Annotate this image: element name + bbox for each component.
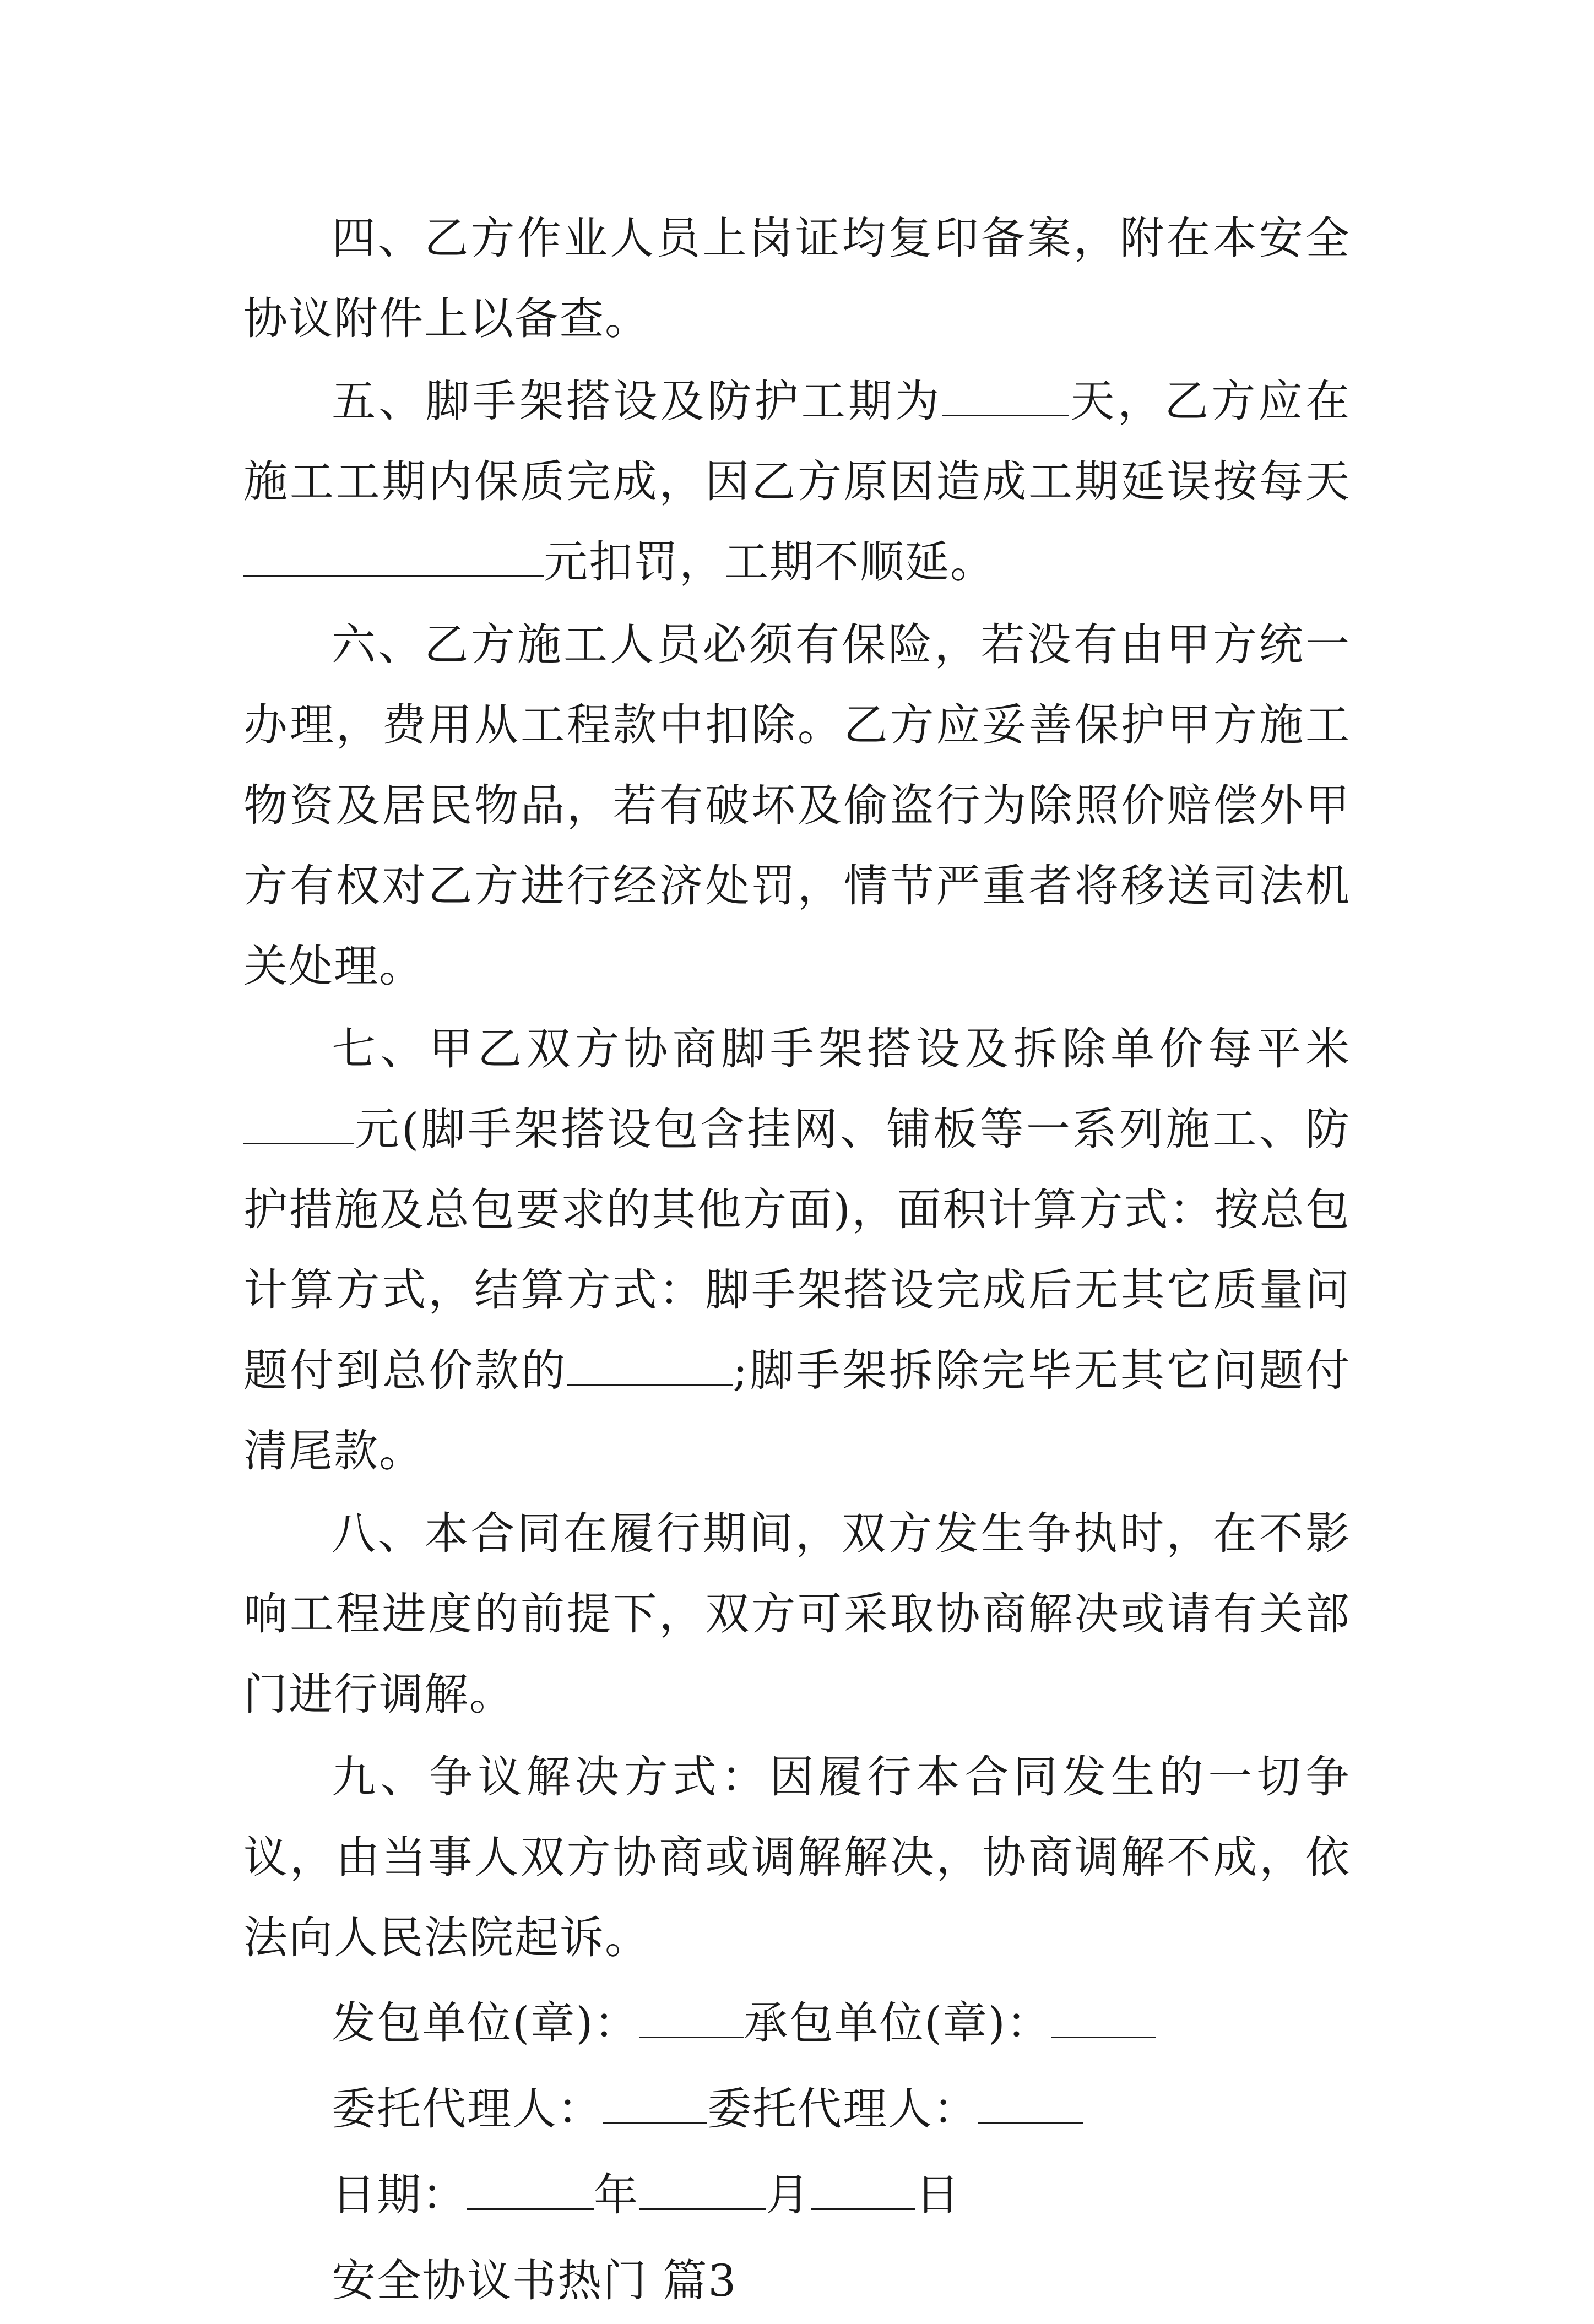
clause-4-text: 四、乙方作业人员上岗证均复印备案，附在本安全协议附件上以备查。: [243, 213, 1351, 344]
day-blank: [811, 2168, 915, 2210]
clause-6: [243, 605, 1351, 1007]
clause-8: [243, 1494, 1351, 1735]
signature-line-date: [332, 2152, 1351, 2238]
agent-blank-2: [978, 2082, 1083, 2124]
next-section-heading-text: 安全协议书热门 篇3: [332, 2255, 738, 2306]
clause-7-text-1: 七、甲乙双方协商脚手架搭设及拆除单价每平米: [332, 1023, 1351, 1074]
subcontractor-blank: [1051, 1996, 1156, 2038]
clause-7-text-2: 元(脚手架搭设包含挂网、铺板等一系列施工、防护措施及总包要求的其他方面)，面积计算方式：按总包计算方式，结算方式：脚手架搭设完成后无其它质量问题付到总价款的: [243, 1104, 1351, 1396]
blank-unit-price: [243, 1102, 354, 1144]
blank-duration-days: [942, 374, 1069, 416]
month-label: 月: [766, 2169, 811, 2220]
clause-5: [243, 361, 1351, 602]
clause-7-text-3: ;脚手架拆除完毕无其它问题付清尾款。: [243, 1345, 1351, 1476]
clause-9: [243, 1737, 1351, 1978]
clause-4: [243, 198, 1351, 359]
clause-6-text: 六、乙方施工人员必须有保险，若没有由甲方统一办理，费用从工程款中扣除。乙方应妥善保护甲方施工物资及居民物品，若有破坏及偷盗行为除照价赔偿外甲方有权对乙方进行经济处罚，情节严重者将移送司法机关处理。: [243, 619, 1351, 992]
date-label: 日期：: [332, 2169, 467, 2220]
year-blank: [467, 2168, 594, 2210]
clause-8-text: 八、本合同在履行期间，双方发生争执时，在不影响工程进度的前提下，双方可采取协商解决或请有关部门进行调解。: [243, 1508, 1351, 1720]
clause-5-text-1: 五、脚手架搭设及防护工期为: [332, 376, 942, 427]
agent-blank-1: [603, 2082, 707, 2124]
blank-penalty-amount: [243, 535, 544, 577]
subcontractor-label: 承包单位(章)：: [744, 1997, 1051, 2049]
clause-5-text-3: 元扣罚，工期不顺延。: [544, 536, 995, 588]
signature-line-units: [332, 1980, 1351, 2066]
contractor-blank: [639, 1996, 744, 2038]
clause-5-text-2: 天，乙方应在施工工期内保质完成，因乙方原因造成工期延误按每天: [243, 376, 1351, 507]
blank-payment-percent: [567, 1343, 733, 1386]
year-label: 年: [594, 2169, 639, 2220]
next-section-heading: [332, 2238, 1351, 2324]
clause-9-text: 九、争议解决方式：因履行本合同发生的一切争议，由当事人双方协商或调解解决，协商调解不成，依法向人民法院起诉。: [243, 1751, 1351, 1963]
day-label: 日: [915, 2169, 961, 2220]
signature-line-agents: [332, 2066, 1351, 2152]
contractor-label: 发包单位(章)：: [332, 1997, 639, 2049]
agent-label-1: 委托代理人：: [332, 2083, 603, 2135]
agent-label-2: 委托代理人：: [707, 2083, 978, 2135]
document-body: [243, 198, 1351, 2324]
month-blank: [639, 2168, 766, 2210]
clause-7: [243, 1009, 1351, 1491]
